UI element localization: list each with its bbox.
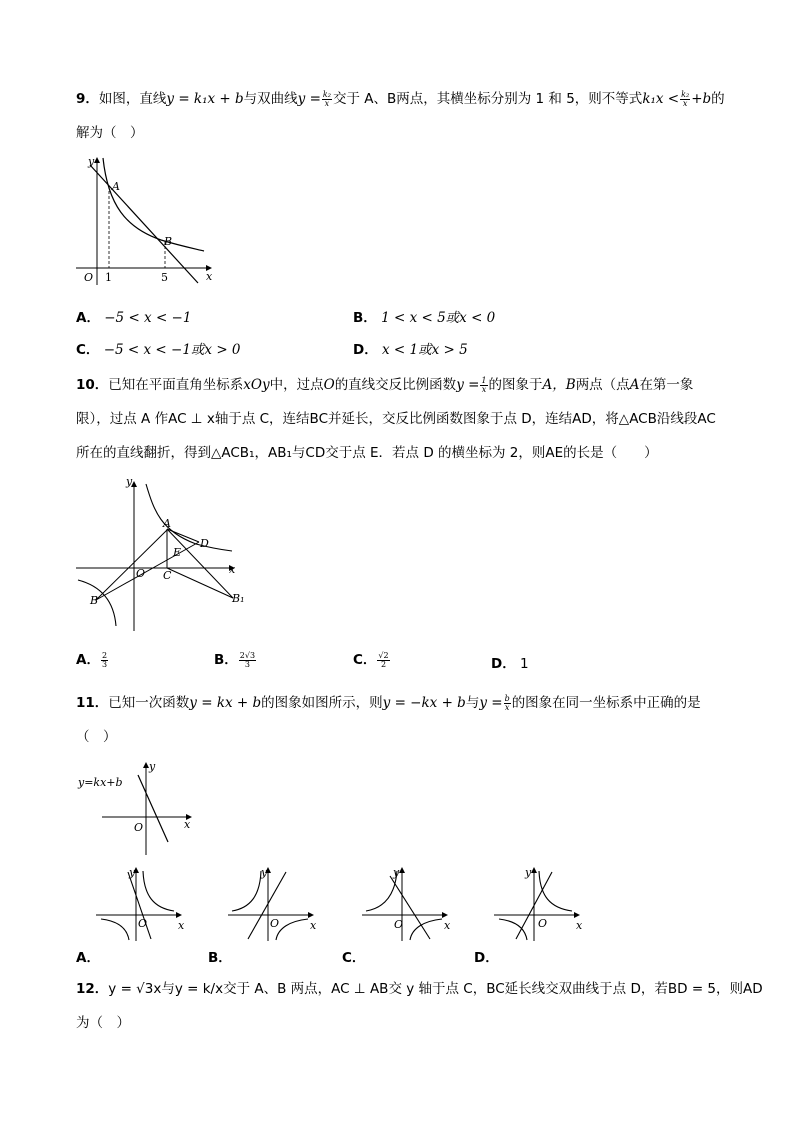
- question-9: [76, 82, 726, 150]
- q11-given-figure: [76, 760, 206, 855]
- q10-text-b: 中，过点: [269, 377, 324, 393]
- q9-ineq-right: +b: [691, 91, 712, 107]
- q11-b-o: O: [270, 917, 280, 930]
- q10-label-b: B: [90, 594, 99, 607]
- q10-label-a: A: [163, 517, 171, 530]
- q10-option-c-den: 2: [380, 659, 387, 669]
- q11-c-branch-4: [410, 919, 442, 940]
- q11-b-branch-4: [276, 919, 308, 940]
- q9-label-y: y: [88, 155, 95, 168]
- q10-branch-1: [146, 484, 232, 551]
- q12-line1: [76, 972, 763, 1006]
- q11-option-d-graph[interactable]: [494, 866, 589, 941]
- q9-label-a: A: [112, 180, 120, 193]
- q10-eq-fraction: [480, 377, 487, 394]
- q9-option-b-label: B．: [353, 310, 377, 326]
- q10-line-ab: [96, 529, 168, 600]
- q9-label-b: B: [164, 235, 173, 248]
- q11-number: 11．: [76, 695, 109, 711]
- q9-option-c-label: C．: [76, 342, 100, 358]
- q11-a-branch-1: [143, 871, 174, 911]
- q10-number: 10．: [76, 377, 109, 393]
- q11-line2: （ ）: [76, 729, 117, 745]
- q9-ineq-left: k₁x <: [642, 91, 680, 107]
- q10-option-d[interactable]: [491, 652, 529, 672]
- q11-given-x: x: [184, 818, 191, 831]
- q11-opt-d-text: D．: [474, 950, 499, 966]
- q10-option-c-frac: [377, 652, 389, 669]
- q11-c-o: O: [394, 918, 404, 931]
- q11-eq2: y = −kx + b: [382, 695, 466, 711]
- q10-option-a-frac: [101, 652, 108, 669]
- q9-text-a: 如图，直线: [98, 91, 167, 107]
- q11-given-y: y: [149, 760, 156, 773]
- q11-eq3-den: x: [504, 702, 510, 712]
- q9-text-d: 的: [711, 91, 725, 107]
- q9-option-a-text: −5 < x < −1: [104, 310, 192, 326]
- q11-c-x: x: [444, 919, 451, 932]
- q9-option-b[interactable]: [353, 306, 495, 326]
- q9-option-a[interactable]: [76, 306, 191, 326]
- q12-text: y = √3x与y = k/x交于 A、B 两点，AC ⊥ AB交 y 轴于点 C，BC延长线交双曲线于点 D，若BD = 5，则AD: [108, 981, 763, 997]
- q10-label-d: D: [200, 537, 209, 550]
- q11-option-a-graph[interactable]: [96, 866, 191, 941]
- q9-ineq-num: k₂: [681, 89, 690, 99]
- q10-text-h: 在第一象: [639, 377, 694, 393]
- q10-seg-bd: [96, 542, 199, 600]
- q11-option-c-graph[interactable]: [362, 866, 457, 941]
- q10-label-e: E: [173, 546, 182, 559]
- q9-hyperbola: [103, 158, 204, 251]
- q11-d-y: y: [525, 866, 532, 879]
- q11-d-branch-1: [539, 871, 572, 911]
- q9-option-c[interactable]: [76, 338, 241, 358]
- q11-text-d: 的图象在同一坐标系中正确的是: [511, 695, 701, 711]
- q9-line: [90, 165, 198, 283]
- q10-eq-num: 1: [481, 375, 487, 385]
- q9-ineq-fraction: [680, 91, 690, 108]
- question-11: [76, 686, 726, 754]
- q9-hyperbola-fraction: [322, 91, 332, 108]
- q9-hyperbola-y: y =: [297, 91, 321, 107]
- q11-a-o: O: [138, 917, 148, 930]
- q12-number: 12．: [76, 981, 109, 997]
- q10-option-d-text: 1: [520, 656, 529, 672]
- q9-label-x: x: [206, 270, 213, 283]
- q10-text-f: 两点（点: [575, 377, 630, 393]
- q11-opt-b-text: B．: [208, 950, 232, 966]
- q11-c-y: y: [393, 866, 400, 879]
- q10-label-b1: B₁: [232, 592, 245, 605]
- q9-option-d[interactable]: [353, 338, 468, 358]
- q11-line1: [76, 686, 726, 720]
- q11-text-c: 与: [465, 695, 480, 711]
- q11-opt-c-text: C．: [342, 950, 366, 966]
- q9-option-c-text: −5 < x < −1或x > 0: [103, 342, 241, 358]
- q9-figure: [76, 150, 226, 290]
- q10-seg-cb1: [167, 568, 233, 598]
- q11-option-d-label[interactable]: [474, 946, 499, 966]
- q9-frac-den: x: [324, 98, 330, 108]
- q10-seg-ad: [167, 529, 199, 542]
- q10-line1: [76, 368, 726, 402]
- q11-eq3-num: b: [504, 693, 510, 703]
- q11-option-b-label[interactable]: [208, 946, 232, 966]
- q10-point-o: O: [323, 377, 335, 393]
- question-12: [76, 972, 763, 1040]
- q10-point-a: A: [629, 377, 640, 393]
- q11-eq3-y: y =: [479, 695, 503, 711]
- q10-option-c-label: C．: [353, 652, 377, 668]
- q9-frac-num: k₂: [322, 89, 331, 99]
- q11-a-y: y: [129, 866, 136, 879]
- q9-tick-1: 1: [105, 271, 112, 284]
- q9-line1: [76, 82, 726, 116]
- q10-figure: [76, 476, 256, 631]
- q10-label-y: y: [126, 475, 133, 488]
- q9-option-a-label: A．: [76, 310, 100, 326]
- q10-line2: 限），过点 A 作AC ⊥ x轴于点 C，连结BC并延长，交反比例函数图象于点 D，连结AD，将△ACB沿线段AC: [76, 411, 716, 427]
- q10-option-a-num: 2: [101, 650, 108, 660]
- q10-option-b-label: B．: [214, 652, 238, 668]
- q10-option-a-den: 3: [101, 659, 108, 669]
- q11-option-b-graph[interactable]: [228, 866, 323, 941]
- q9-line-equation: y = k₁x + b: [166, 91, 244, 107]
- q10-points-ab: A，B: [542, 377, 576, 393]
- q10-option-c-num: √2: [378, 650, 389, 660]
- q10-line3: 所在的直线翻折，得到△ACB₁，AB₁与CD交于点 E．若点 D 的横坐标为 2，则AE的长是（ ）: [76, 445, 658, 461]
- q10-option-b-den: 3: [244, 659, 250, 669]
- q9-ineq-den: x: [682, 98, 688, 108]
- q10-text-c: 的直线交反比例函数: [334, 377, 457, 393]
- q10-eq-den: x: [481, 384, 487, 394]
- q10-label-o: O: [136, 567, 146, 580]
- q9-line2: 解为（ ）: [76, 125, 144, 141]
- q10-option-b-num: 2√3: [239, 650, 256, 660]
- q11-a-branch-3: [101, 919, 129, 940]
- q11-d-branch-3: [499, 919, 527, 940]
- q11-option-c-label[interactable]: [342, 946, 365, 966]
- q9-text-c: 交于 A、B两点，其横坐标分别为 1 和 5，则不等式: [332, 91, 643, 107]
- q11-a-x: x: [178, 919, 185, 932]
- q10-text-d: 的图象于: [488, 377, 543, 393]
- q12-line2: 为（ ）: [76, 1015, 130, 1031]
- q11-given-o: O: [134, 821, 144, 834]
- q10-label-c: C: [163, 569, 172, 582]
- q11-d-x: x: [576, 919, 583, 932]
- q11-b-x: x: [310, 919, 317, 932]
- q11-text-b: 的图象如图所示，则: [261, 695, 383, 711]
- question-10: [76, 368, 726, 470]
- q11-given-label: y=kx+b: [78, 776, 123, 789]
- q11-opt-a-text: A．: [76, 950, 100, 966]
- q10-option-a-label: A．: [76, 652, 100, 668]
- q9-number: 9．: [76, 91, 99, 107]
- q9-label-o: O: [84, 271, 94, 284]
- q10-xoy: xOy: [243, 377, 270, 393]
- q9-option-b-text: 1 < x < 5或x < 0: [381, 310, 496, 326]
- q10-option-c[interactable]: [353, 648, 391, 669]
- q9-text-b: 与双曲线: [243, 91, 298, 107]
- q11-eq3-fraction: [504, 695, 511, 712]
- q9-option-d-label: D．: [353, 342, 378, 358]
- q10-option-a[interactable]: [76, 648, 109, 669]
- q10-label-x: x: [229, 563, 236, 576]
- q10-eq-y: y =: [456, 377, 480, 393]
- q10-option-b-frac: [239, 652, 256, 669]
- q11-b-y: y: [261, 866, 268, 879]
- q11-eq1: y = kx + b: [189, 695, 262, 711]
- q10-option-b[interactable]: [214, 648, 257, 669]
- q10-option-d-label: D．: [491, 656, 516, 672]
- q10-text-a: 已知在平面直角坐标系: [108, 377, 244, 393]
- q11-b-branch-2: [232, 871, 261, 911]
- q9-tick-5: 5: [161, 271, 168, 284]
- q11-d-o: O: [538, 917, 548, 930]
- q11-b-line: [248, 872, 286, 939]
- q9-option-d-text: x < 1或x > 5: [382, 342, 468, 358]
- q11-text-a: 已知一次函数: [108, 695, 190, 711]
- q11-option-a-label[interactable]: [76, 946, 100, 966]
